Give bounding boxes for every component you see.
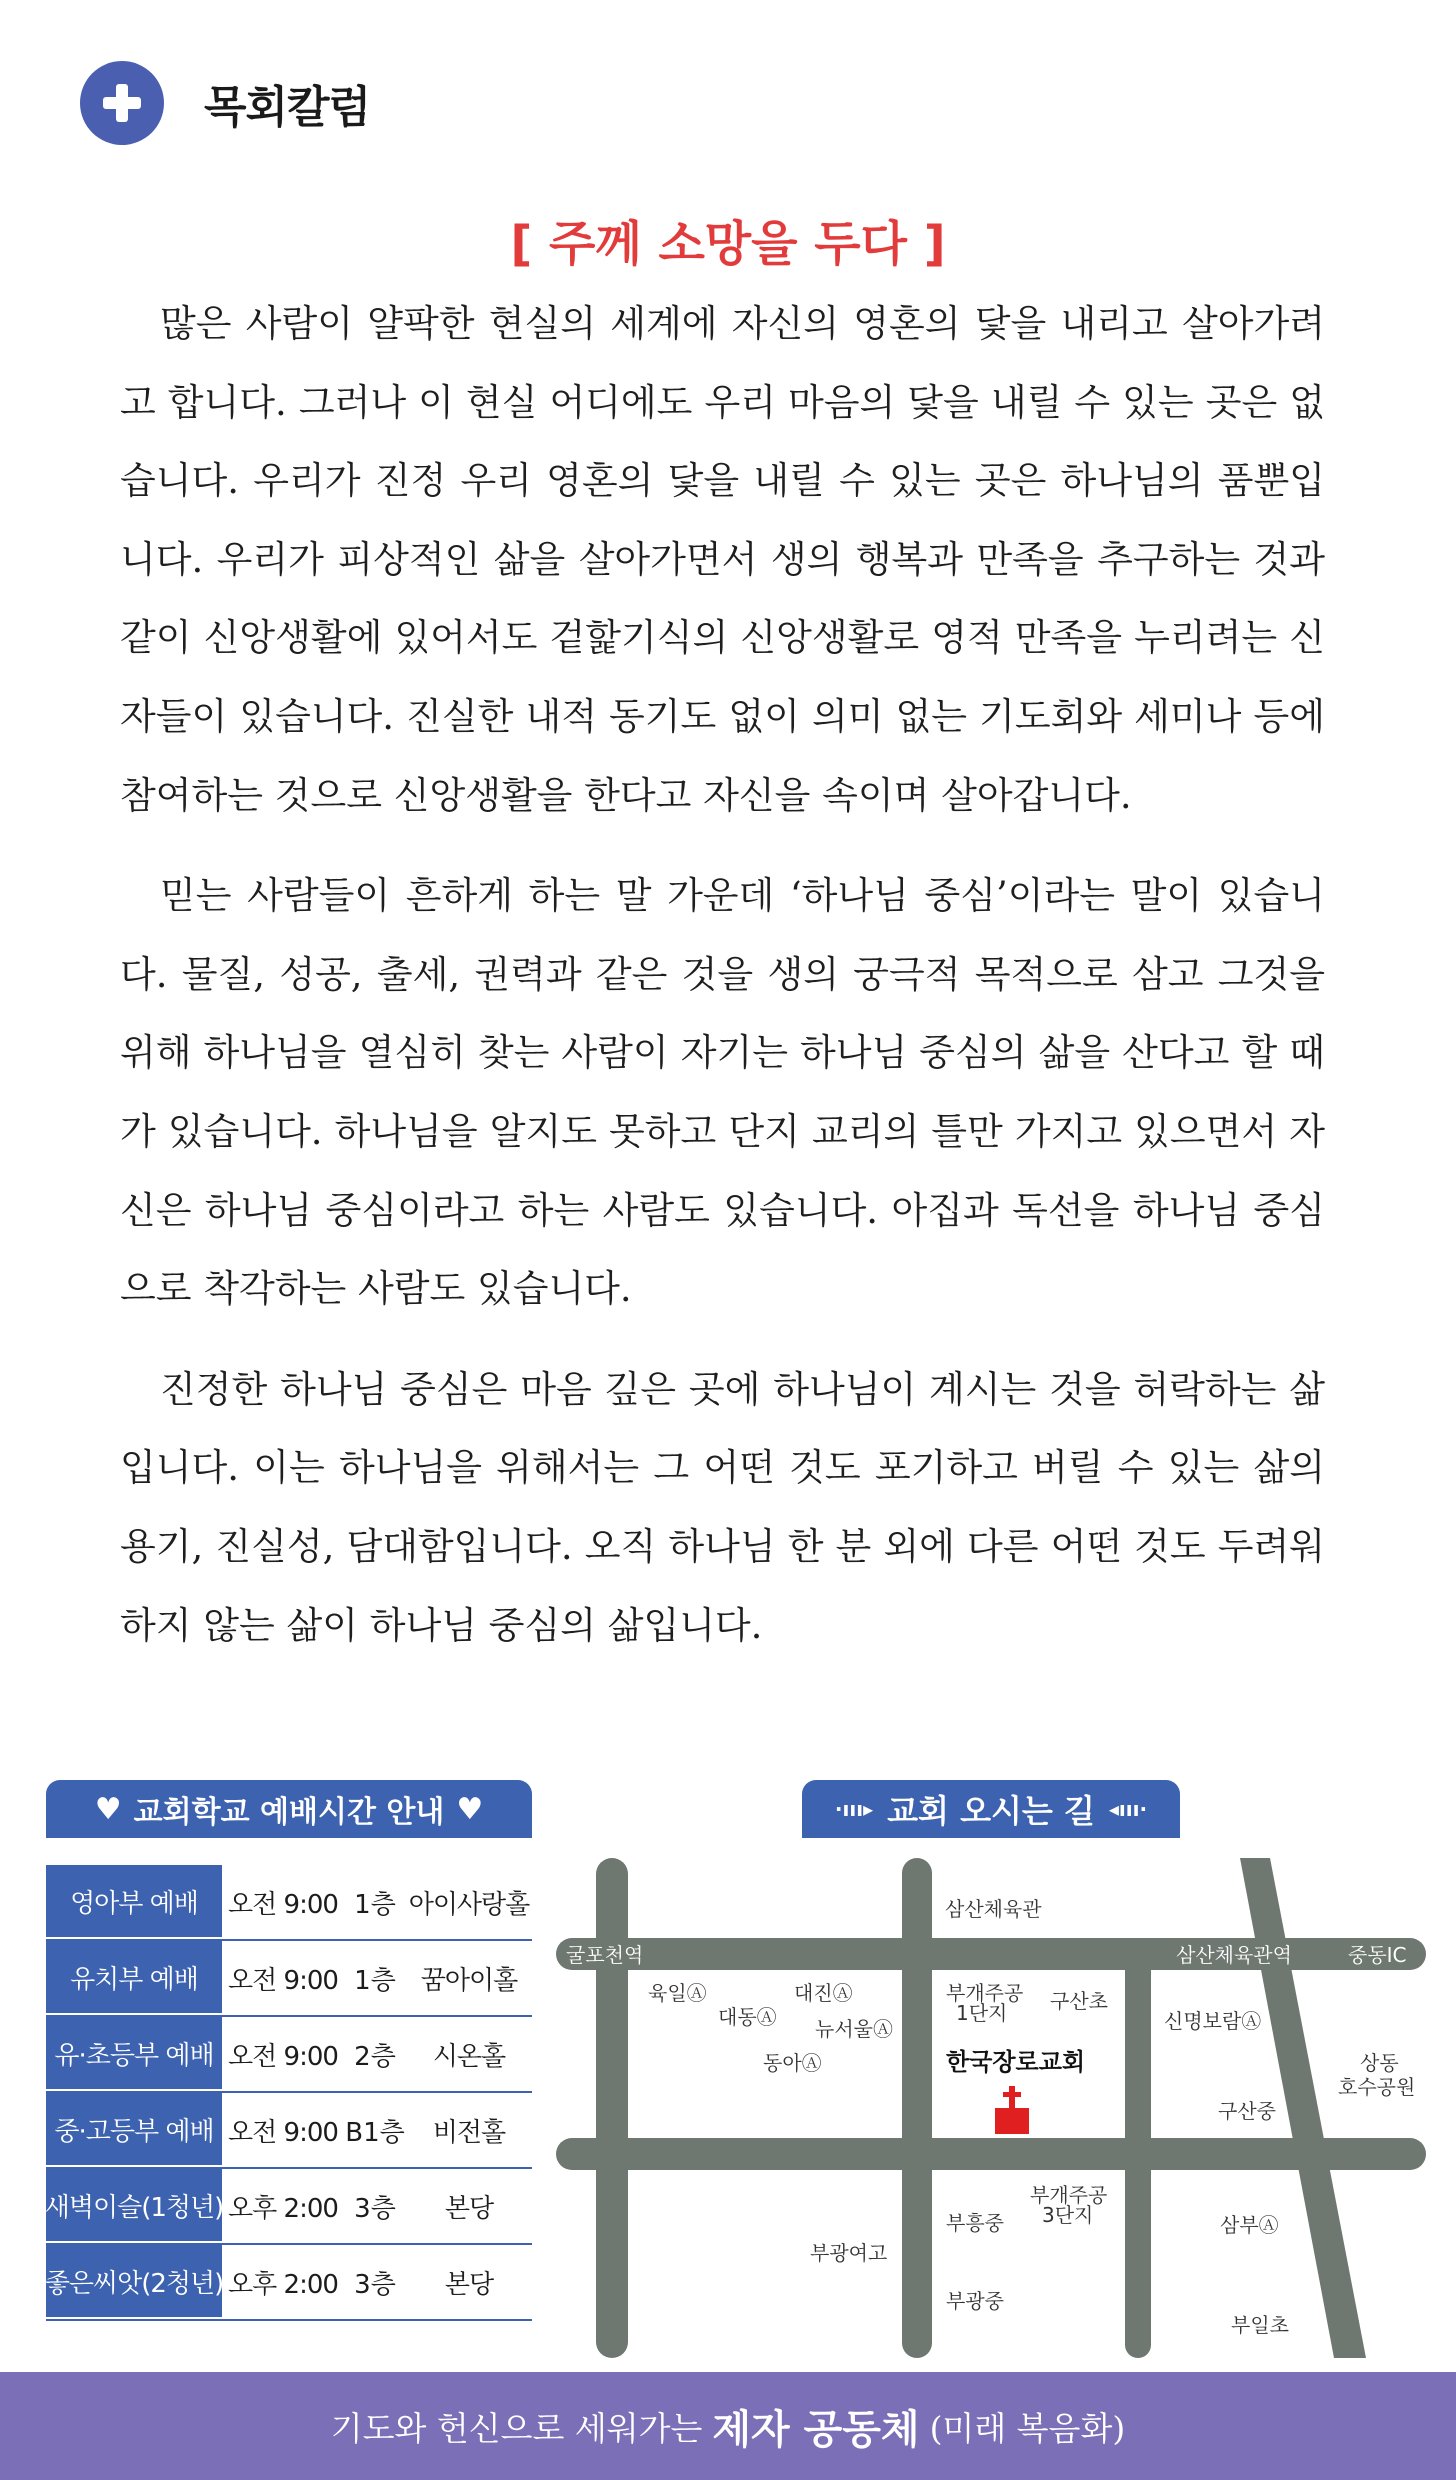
label-gusan-elem: 구산초	[1050, 1989, 1108, 2013]
road-vertical-right	[1125, 1954, 1151, 2358]
footer-text-suffix: (미래 복음화)	[929, 2408, 1126, 2448]
label-gusan-mid: 구산중	[1218, 2099, 1276, 2123]
directions-map	[548, 1838, 1428, 2358]
section-title: 목회칼럼	[204, 82, 371, 133]
road-vertical-middle	[902, 1858, 932, 2358]
service-room: 아이사랑홀	[408, 1889, 530, 1920]
schedule-row	[46, 2169, 532, 2245]
schedule-title: 교회학교 예배시간 안내	[133, 1795, 445, 1830]
label-gulpo-station: 굴포천역	[566, 1943, 644, 1967]
schedule-header	[46, 1780, 532, 1838]
road-vertical-left	[596, 1858, 628, 2358]
service-room: 시온홀	[432, 2041, 506, 2072]
service-floor: 1층	[354, 1889, 396, 1920]
service-floor: 2층	[354, 2041, 396, 2072]
label-yugil: 육일Ⓐ	[648, 1981, 707, 2005]
label-buheung: 부흥중	[946, 2211, 1004, 2235]
service-name: 중·고등부 예배	[46, 2093, 222, 2167]
label-bugae1: 부개주공	[946, 1981, 1024, 2005]
heart-icon: ♥	[456, 1791, 484, 1827]
label-jungdong-ic: 중동IC	[1348, 1943, 1407, 1967]
service-name: 영아부 예배	[46, 1865, 222, 1939]
label-sangdong: 상동	[1360, 2051, 1399, 2075]
label-sinmyeong: 신명보람Ⓐ	[1164, 2009, 1262, 2033]
section-header	[80, 58, 370, 148]
label-sangdong-park: 호수공원	[1338, 2075, 1416, 2099]
column-title: [ 주께 소망을 두다 ]	[510, 216, 946, 272]
schedule-row	[46, 1865, 532, 1941]
label-bugae1b: 1단지	[956, 2001, 1008, 2025]
heart-icon: ♥	[94, 1791, 122, 1827]
schedule-row	[46, 2017, 532, 2093]
service-time: 오전 9:00	[228, 2117, 338, 2148]
service-floor: 3층	[354, 2193, 396, 2224]
service-time: 오후 2:00	[228, 2193, 338, 2224]
service-name: 유치부 예배	[46, 1941, 222, 2015]
plus-circle-icon	[80, 61, 164, 145]
service-floor: 1층	[354, 1965, 396, 1996]
service-time: 오전 9:00	[228, 1889, 338, 1920]
schedule-row	[46, 2245, 532, 2321]
label-sambu: 삼부Ⓐ	[1220, 2213, 1279, 2237]
schedule-row	[46, 2093, 532, 2169]
column-paragraph: 진정한 하나님 중심은 마음 깊은 곳에 하나님이 계시는 것을 허락하는 삶입니다. 이는 하나님을 위해서는 그 어떤 것도 포기하고 버릴 수 있는 삶의 용기, 진실성, 담대함입니다. 오직 하나님 한 분 외에 다른 어떤 것도 두려워하지 않는 삶이 하나님 중심의 삶입니다.	[120, 1367, 1325, 1647]
road-network	[556, 1858, 1426, 2358]
service-time: 오후 2:00	[228, 2269, 338, 2300]
service-time: 오전 9:00	[228, 1965, 338, 1996]
service-room: 꿈아이홀	[420, 1965, 518, 1996]
service-floor: 3층	[354, 2269, 396, 2300]
church-marker	[995, 2086, 1029, 2134]
service-floor: B1층	[345, 2117, 405, 2148]
label-donga: 동아Ⓐ	[763, 2051, 822, 2075]
sound-wave-icon: ◂ııı·	[1108, 1797, 1148, 1821]
service-name: 좋은씨앗(2청년)	[46, 2245, 222, 2319]
label-bugwang-girls: 부광여고	[810, 2241, 888, 2265]
sound-wave-icon: ·ııı▸	[834, 1797, 874, 1821]
column-paragraph: 많은 사람이 얄팍한 현실의 세계에 자신의 영혼의 닻을 내리고 살아가려고 합니다. 그러나 이 현실 어디에도 우리 마음의 닻을 내릴 수 있는 곳은 없습니다. 우리가 진정 우리 영혼의 닻을 내릴 수 있는 곳은 하나님의 품뿐입니다. 우리가 피상적인 삶을 살아가면서 생의 행복과 만족을 추구하는 것과 같이 신앙생활에 있어서도 겉핥기식의 신앙생활로 영적 만족을 누리려는 신자들이 있습니다. 진실한 내적 동기도 없이 의미 없는 기도회와 세미나 등에 참여하는 것으로 신앙생활을 한다고 자신을 속이며 살아갑니다.	[120, 302, 1325, 817]
column-paragraph: 믿는 사람들이 흔하게 하는 말 가운데 ‘하나님 중심’이라는 말이 있습니다. 물질, 성공, 출세, 권력과 같은 것을 생의 궁극적 목적으로 삼고 그것을 위해 하나님을 열심히 찾는 사람이 자기는 하나님 중심의 삶을 산다고 할 때가 있습니다. 하나님을 알지도 못하고 단지 교리의 틀만 가지고 있으면서 자신은 하나님 중심이라고 하는 사람도 있습니다. 아집과 독선을 하나님 중심으로 착각하는 사람도 있습니다.	[120, 874, 1325, 1311]
service-name: 새벽이슬(1청년)	[46, 2169, 222, 2243]
service-room: 본당	[444, 2193, 494, 2224]
footer-emphasis: 제자 공동체	[712, 2405, 920, 2453]
service-name: 유·초등부 예배	[46, 2017, 222, 2091]
label-bugae3: 부개주공	[1030, 2183, 1108, 2207]
label-church: 한국장로교회	[946, 2048, 1086, 2076]
road-horizontal-top	[556, 1938, 1426, 1970]
map-header	[802, 1780, 1180, 1838]
cross-icon-bar	[1003, 2092, 1021, 2097]
service-room: 본당	[444, 2269, 494, 2300]
column-body	[120, 285, 1325, 1687]
church-building-icon	[995, 2108, 1029, 2134]
service-time: 오전 9:00	[228, 2041, 338, 2072]
schedule-row	[46, 1941, 532, 2017]
label-bugae3b: 3단지	[1042, 2203, 1094, 2227]
label-daedong: 대동Ⓐ	[718, 2005, 777, 2029]
footer-banner	[0, 2372, 1456, 2480]
label-newseoul: 뉴서울Ⓐ	[815, 2017, 893, 2041]
footer-text: 기도와 헌신으로 세워가는	[330, 2408, 703, 2448]
label-daejin: 대진Ⓐ	[794, 1981, 853, 2005]
schedule-table	[46, 1865, 532, 2321]
label-samsan-station: 삼산체육관역	[1176, 1943, 1292, 1967]
service-room: 비전홀	[432, 2117, 506, 2148]
label-samsan-gym: 삼산체육관	[945, 1897, 1042, 1921]
map-title: 교회 오시는 길	[887, 1792, 1095, 1830]
label-buil: 부일초	[1231, 2313, 1289, 2337]
label-bugwang-mid: 부광중	[946, 2289, 1004, 2313]
